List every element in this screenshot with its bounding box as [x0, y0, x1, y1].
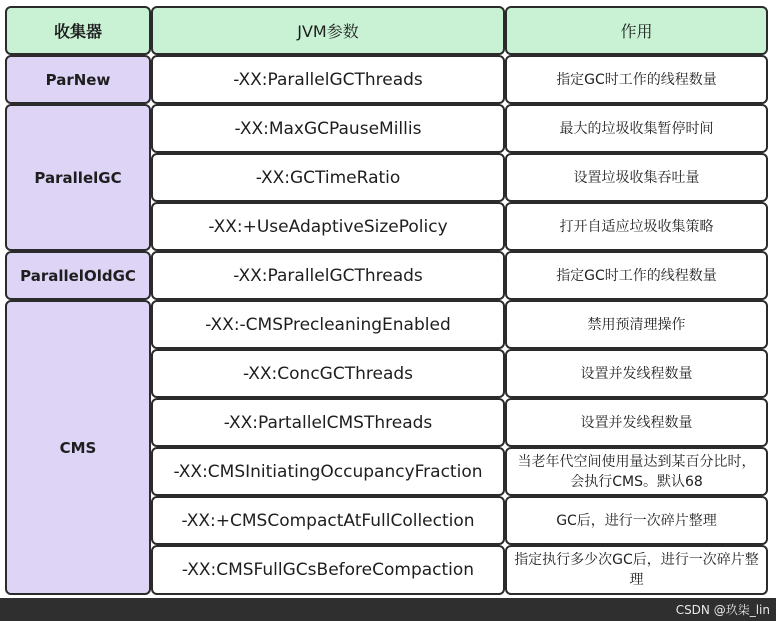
effect-cell: GC后，进行一次碎片整理: [505, 496, 768, 545]
effect-cell: 最大的垃圾收集暂停时间: [505, 104, 768, 153]
effect-cell: 禁用预清理操作: [505, 300, 768, 349]
param-cell: -XX:CMSFullGCsBeforeCompaction: [151, 545, 505, 595]
param-cell: -XX:-CMSPrecleaningEnabled: [151, 300, 505, 349]
watermark: CSDN @玖柒_lin: [675, 603, 770, 617]
header-collector: 收集器: [5, 6, 151, 55]
footer-bar: [0, 598, 776, 621]
collector-cms: CMS: [5, 300, 151, 595]
collector-paralleloldgc: ParallelOldGC: [5, 251, 151, 300]
param-cell: -XX:CMSInitiatingOccupancyFraction: [151, 447, 505, 496]
collector-parallelgc: ParallelGC: [5, 104, 151, 251]
header-jvm-param: JVM参数: [151, 6, 505, 55]
param-cell: -XX:ParallelGCThreads: [151, 251, 505, 300]
effect-cell: 设置并发线程数量: [505, 349, 768, 398]
param-cell: -XX:GCTimeRatio: [151, 153, 505, 202]
param-cell: -XX:MaxGCPauseMillis: [151, 104, 505, 153]
param-cell: -XX:+CMSCompactAtFullCollection: [151, 496, 505, 545]
effect-cell: 设置并发线程数量: [505, 398, 768, 447]
header-effect: 作用: [505, 6, 768, 55]
collector-parnew: ParNew: [5, 55, 151, 104]
effect-cell: 指定执行多少次GC后，进行一次碎片整理: [505, 545, 768, 595]
effect-cell: 当老年代空间使用量达到某百分比时，会执行CMS。默认68: [505, 447, 768, 496]
param-cell: -XX:PartallelCMSThreads: [151, 398, 505, 447]
param-cell: -XX:ConcGCThreads: [151, 349, 505, 398]
effect-cell: 打开自适应垃圾收集策略: [505, 202, 768, 251]
effect-cell: 指定GC时工作的线程数量: [505, 251, 768, 300]
param-cell: -XX:ParallelGCThreads: [151, 55, 505, 104]
effect-cell: 指定GC时工作的线程数量: [505, 55, 768, 104]
effect-cell: 设置垃圾收集吞吐量: [505, 153, 768, 202]
param-cell: -XX:+UseAdaptiveSizePolicy: [151, 202, 505, 251]
